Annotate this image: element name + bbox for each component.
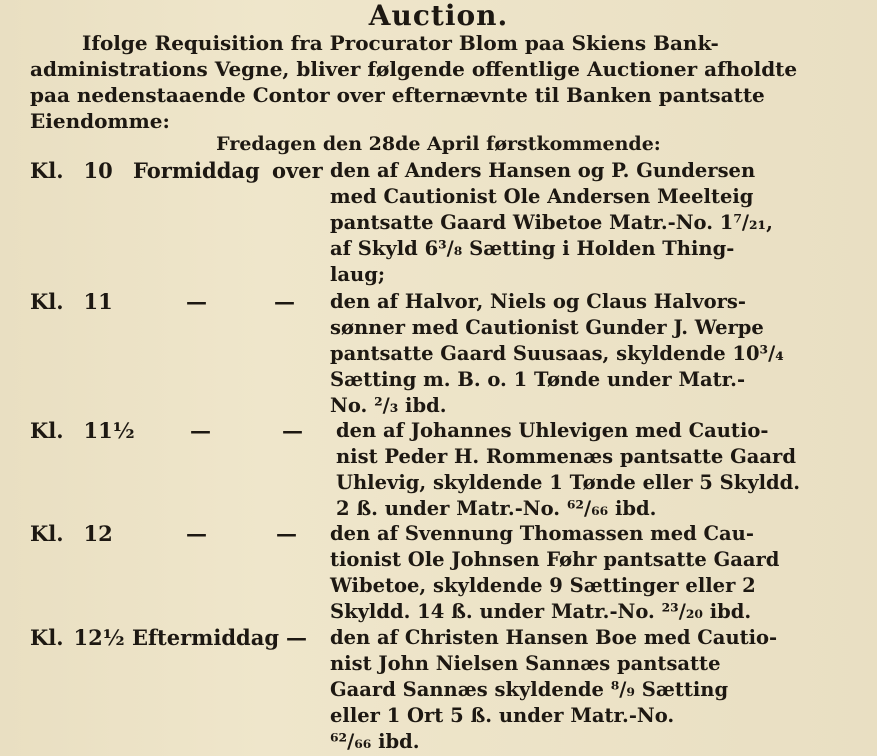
intro-line: Ifolge Requisition fra Procurator Blom paa Skiens Bank- <box>82 31 719 55</box>
entry-line: den af Anders Hansen og P. Gundersen <box>330 159 756 182</box>
entry-line: ⁶²/₆₆ ibd. <box>330 730 420 753</box>
entry-time <box>30 158 113 184</box>
hour: 11½ <box>83 418 135 443</box>
entry-time <box>30 418 135 444</box>
entry-text <box>330 625 812 755</box>
entry-time <box>30 521 113 547</box>
entry-line: Skyldd. 14 ß. under Matr.-No. ²³/₂₀ ibd. <box>330 600 752 623</box>
time-word: Formiddag <box>133 158 260 183</box>
time-word: Eftermiddag <box>132 625 280 650</box>
ditto-mark: — <box>186 521 207 546</box>
ditto-mark: — <box>274 289 295 314</box>
ditto-mark: — <box>190 418 211 443</box>
entry-line: tionist Ole Johnsen Føhr pantsatte Gaard <box>330 548 780 571</box>
entry-line: nist John Nielsen Sannæs pantsatte <box>330 652 721 675</box>
hour: 10 <box>83 158 113 183</box>
ditto-mark: — <box>276 521 297 546</box>
kl-label: Kl. <box>30 521 64 546</box>
entry-line: Sætting m. B. o. 1 Tønde under Matr.- <box>330 368 746 391</box>
entry-line: 2 ß. under Matr.-No. ⁶²/₆₆ ibd. <box>336 497 657 520</box>
ditto-mark: — <box>286 625 307 650</box>
intro-line: paa nedenstaaende Contor over efternævnte til Banken pantsatte <box>30 83 765 107</box>
ditto-mark: over <box>272 158 323 183</box>
entry-text <box>330 158 812 288</box>
entry-line: med Cautionist Ole Andersen Meelteig <box>330 185 754 208</box>
entry-line: af Skyld 6³/₈ Sætting i Holden Thing- <box>330 237 735 260</box>
entry-text <box>330 289 812 419</box>
entry-line: den af Halvor, Niels og Claus Halvors- <box>330 290 746 313</box>
entry-line: pantsatte Gaard Suusaas, skyldende 10³/₄ <box>330 342 784 365</box>
entry-line: Gaard Sannæs skyldende ⁸/₉ Sætting <box>330 678 729 701</box>
hour: 12½ <box>73 625 125 650</box>
entry-line: No. ²/₃ ibd. <box>330 394 447 417</box>
entry-time <box>30 289 113 315</box>
ditto-mark: — <box>282 418 303 443</box>
kl-label: Kl. <box>30 158 64 183</box>
kl-label: Kl. <box>30 289 64 314</box>
entry-text <box>336 418 818 522</box>
entry-line: nist Peder H. Rommenæs pantsatte Gaard <box>336 445 796 468</box>
hour: 12 <box>83 521 113 546</box>
entry-line: eller 1 Ort 5 ß. under Matr.-No. <box>330 704 675 727</box>
hour: 11 <box>83 289 113 314</box>
date-line: Fredagen den 28de April førstkommende: <box>216 133 661 155</box>
kl-label: Kl. <box>30 418 64 443</box>
entry-line: pantsatte Gaard Wibetoe Matr.-No. 1⁷/₂₁, <box>330 211 773 234</box>
intro-line: Eiendomme: <box>30 109 170 133</box>
entry-line: laug; <box>330 263 386 286</box>
intro-line: administrations Vegne, bliver følgende offentlige Auctioner afholdte <box>30 57 798 81</box>
intro-paragraph <box>30 30 820 134</box>
entry-line: den af Svennung Thomassen med Cau- <box>330 522 754 545</box>
entry-line: Wibetoe, skyldende 9 Sættinger eller 2 <box>330 574 756 597</box>
entry-line: den af Johannes Uhlevigen med Cautio- <box>336 419 769 442</box>
entry-time <box>30 625 125 651</box>
ditto-mark: — <box>186 289 207 314</box>
entry-line: sønner med Cautionist Gunder J. Werpe <box>330 316 764 339</box>
auction-heading: Auction. <box>368 0 509 32</box>
kl-label: Kl. <box>30 625 64 650</box>
entry-line: Uhlevig, skyldende 1 Tønde eller 5 Skyldd. <box>336 471 801 494</box>
entry-text <box>330 521 812 625</box>
entry-line: den af Christen Hansen Boe med Cautio- <box>330 626 778 649</box>
